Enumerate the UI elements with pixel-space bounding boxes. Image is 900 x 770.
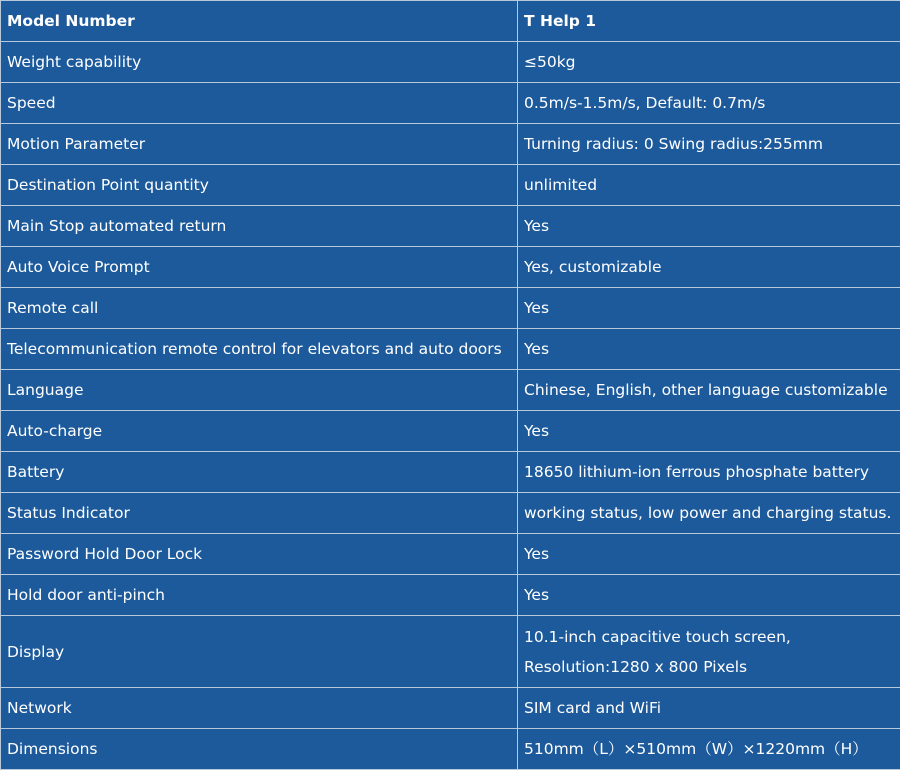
table-row (1, 534, 900, 575)
spec-label: Telecommunication remote control for elevators and auto doors (1, 329, 518, 370)
table-row (1, 411, 900, 452)
spec-label: Password Hold Door Lock (1, 534, 518, 575)
table-row (1, 616, 900, 688)
spec-value: Yes (518, 575, 900, 616)
spec-value (518, 616, 900, 688)
spec-value: Yes (518, 534, 900, 575)
table-row (1, 206, 900, 247)
spec-label: Main Stop automated return (1, 206, 518, 247)
spec-value: unlimited (518, 165, 900, 206)
table-row (1, 288, 900, 329)
spec-label: Auto-charge (1, 411, 518, 452)
table-row (1, 247, 900, 288)
spec-value: working status, low power and charging status. (518, 493, 900, 534)
spec-label: Motion Parameter (1, 124, 518, 165)
table-row (1, 452, 900, 493)
spec-value: Yes (518, 411, 900, 452)
table-row (1, 165, 900, 206)
table-row (1, 493, 900, 534)
spec-label: Hold door anti-pinch (1, 575, 518, 616)
spec-label: Destination Point quantity (1, 165, 518, 206)
spec-label: Display (1, 616, 518, 688)
spec-value: 18650 lithium-ion ferrous phosphate battery (518, 452, 900, 493)
spec-value: Yes, customizable (518, 247, 900, 288)
spec-value: ≤50kg (518, 42, 900, 83)
table-row (1, 329, 900, 370)
table-row (1, 42, 900, 83)
spec-label: Remote call (1, 288, 518, 329)
table-row (1, 688, 900, 729)
spec-label: Weight capability (1, 42, 518, 83)
table-row (1, 729, 900, 770)
spec-value: Turning radius: 0 Swing radius:255mm (518, 124, 900, 165)
spec-label: Auto Voice Prompt (1, 247, 518, 288)
spec-label: Status Indicator (1, 493, 518, 534)
spec-label: Speed (1, 83, 518, 124)
table-header-row (1, 1, 900, 42)
spec-value-line: Resolution:1280 x 800 Pixels (524, 652, 894, 682)
spec-value: 0.5m/s-1.5m/s, Default: 0.7m/s (518, 83, 900, 124)
table-row (1, 575, 900, 616)
spec-value: Chinese, English, other language customizable (518, 370, 900, 411)
spec-value: Yes (518, 329, 900, 370)
spec-label: Battery (1, 452, 518, 493)
spec-value: Yes (518, 288, 900, 329)
table-row (1, 124, 900, 165)
header-value: T Help 1 (518, 1, 900, 42)
spec-value: SIM card and WiFi (518, 688, 900, 729)
spec-label: Network (1, 688, 518, 729)
spec-value-line: 10.1-inch capacitive touch screen, (524, 622, 894, 652)
table-row (1, 83, 900, 124)
spec-value: Yes (518, 206, 900, 247)
header-label: Model Number (1, 1, 518, 42)
spec-value: 510mm（L）×510mm（W）×1220mm（H） (518, 729, 900, 770)
table-row (1, 370, 900, 411)
spec-label: Dimensions (1, 729, 518, 770)
spec-label: Language (1, 370, 518, 411)
